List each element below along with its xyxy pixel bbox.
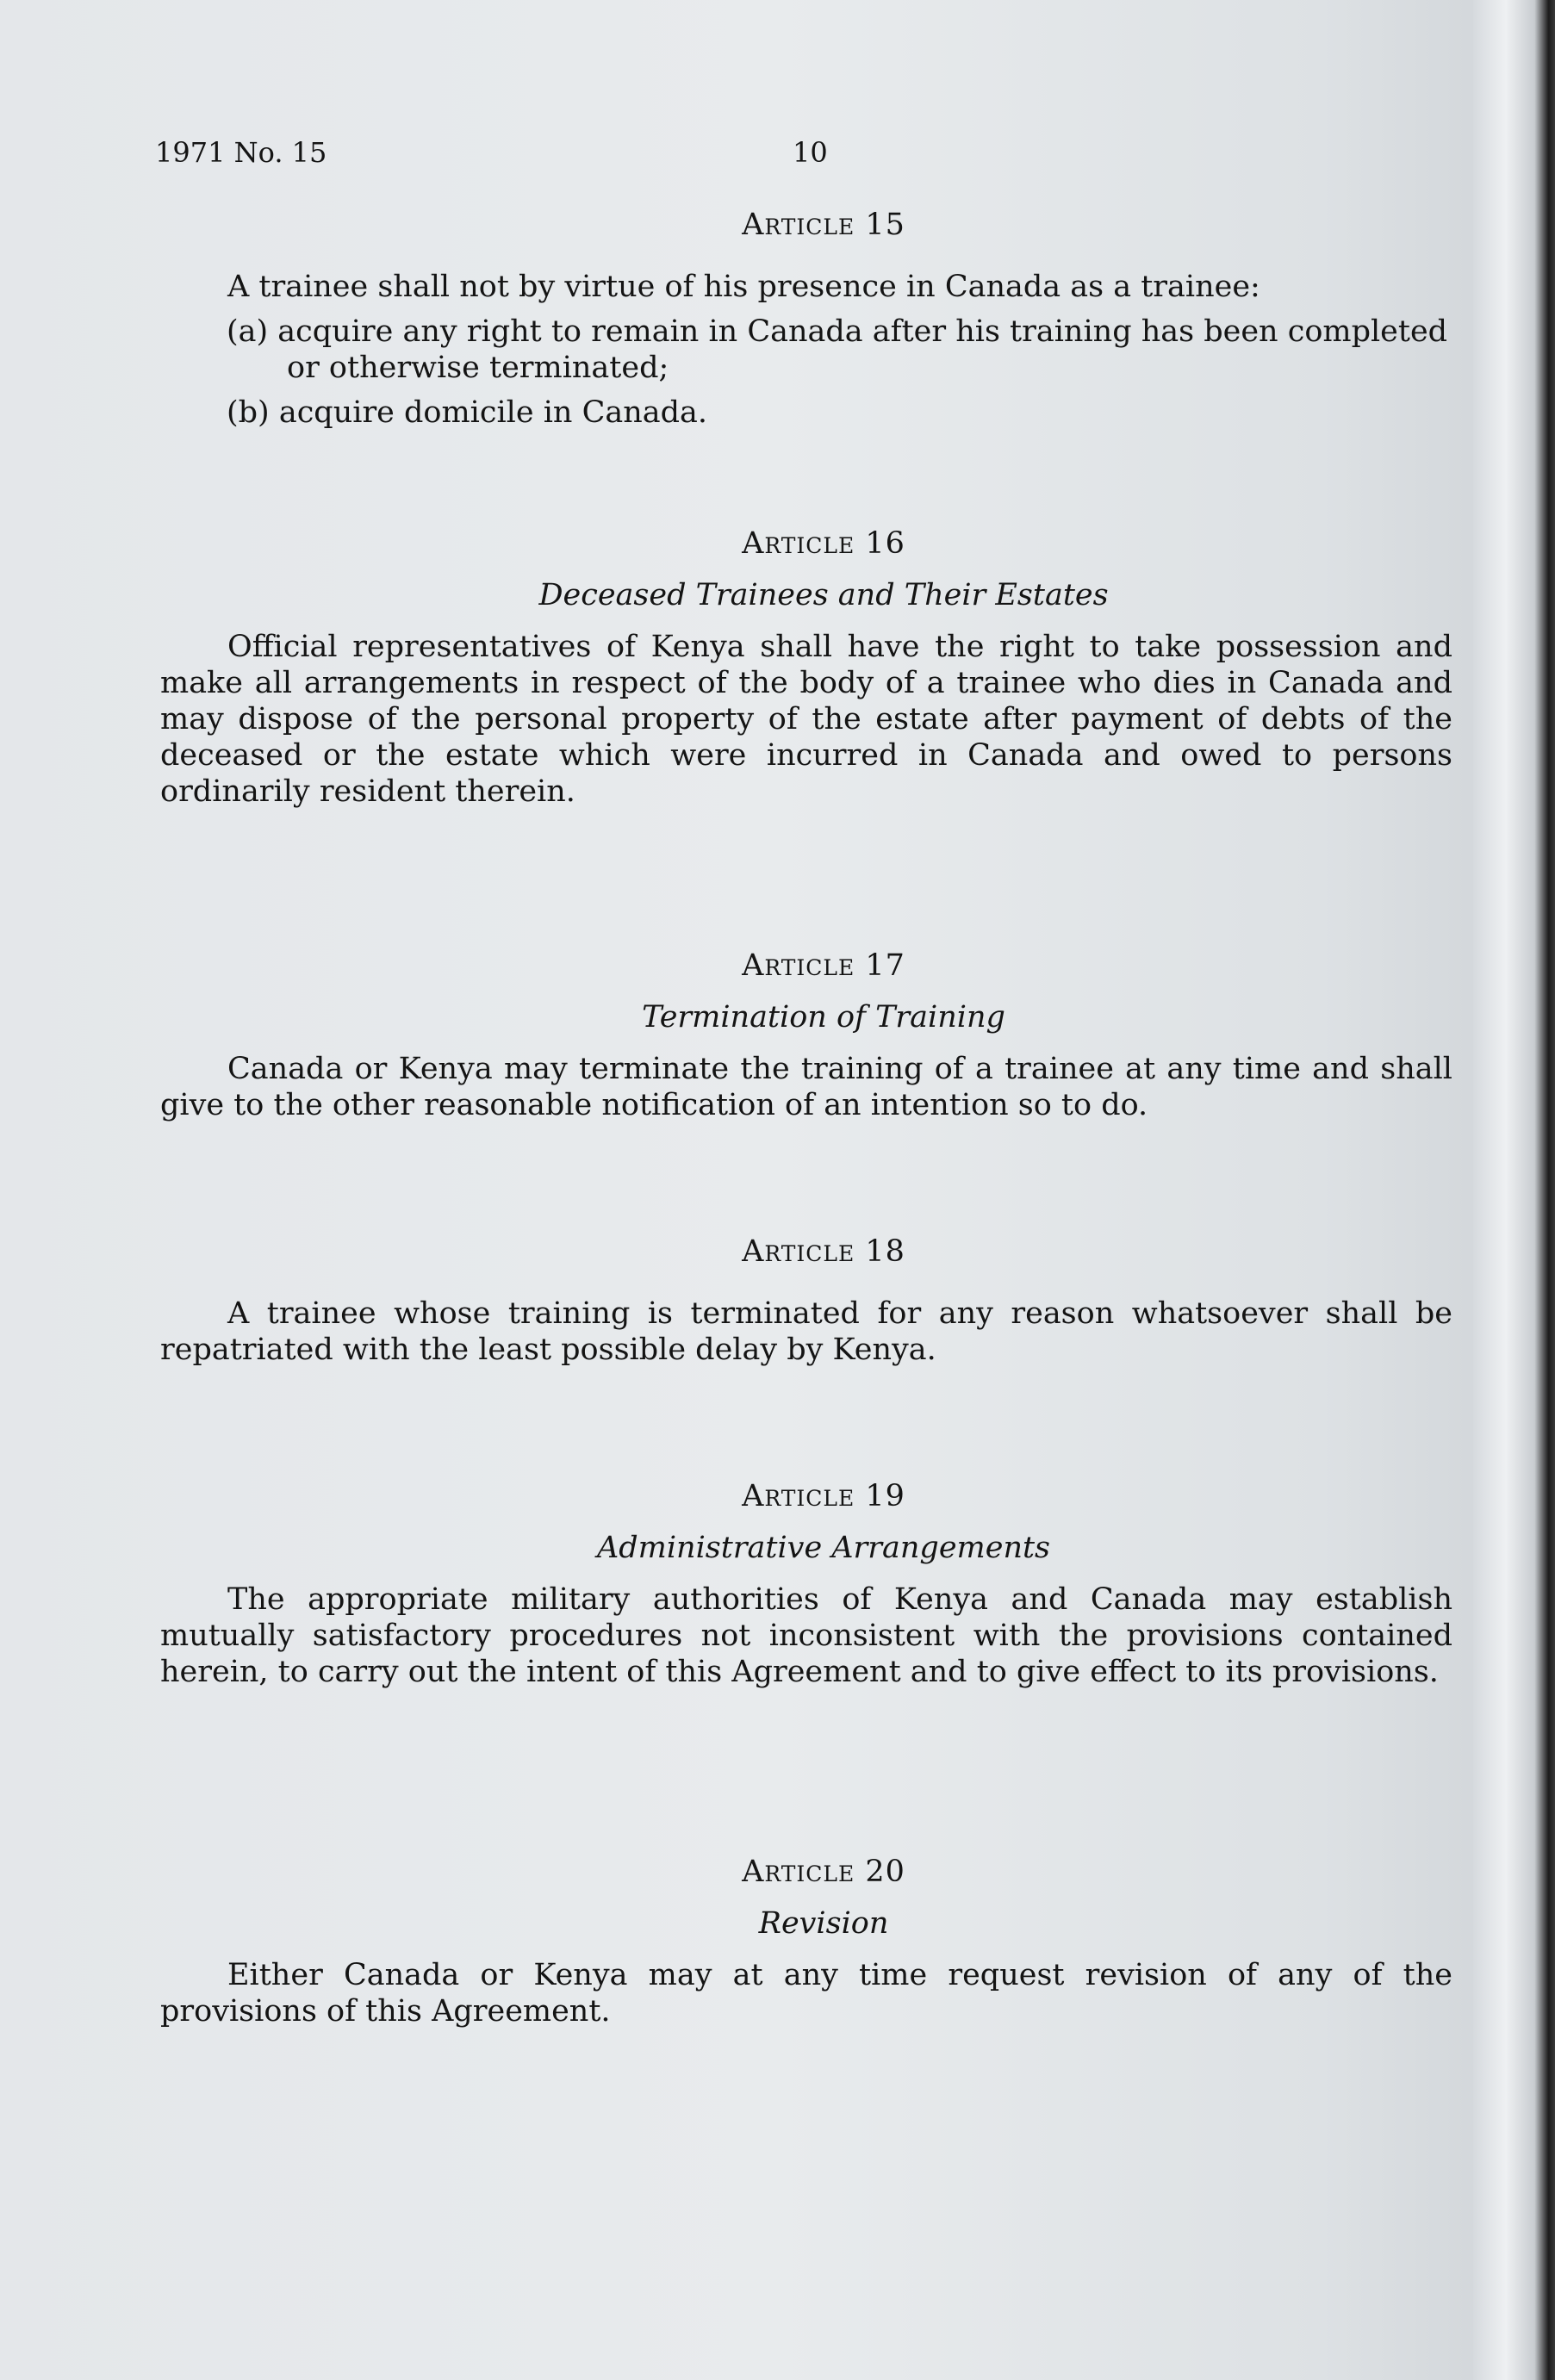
article-text: A trainee whose training is terminated for any reason whatsoever shall be repatriated with the least possible delay by Kenya. xyxy=(160,1296,1452,1367)
article-17 xyxy=(160,948,1452,1123)
article-title: Deceased Trainees and Their Estates xyxy=(538,578,1109,612)
article-text: The appropriate military authorities of Kenya and Canada may establish mutually satisfactory procedures not inconsistent with the provisions contained herein, to carry out the intent of this Agreement and to give effect to its provisions. xyxy=(160,1582,1452,1689)
article-heading: Article 16 xyxy=(742,526,905,561)
article-intro: A trainee shall not by virtue of his presence in Canada as a trainee: xyxy=(227,270,1260,304)
article-16 xyxy=(160,525,1452,810)
article-text: Either Canada or Kenya may at any time request revision of any of the provisions of this Agreement. xyxy=(160,1958,1452,2029)
article-text: Official representatives of Kenya shall have the right to take possession and make all arrangements in respect of the body of a trainee who dies in Canada and may dispose of the personal property of the estate after payment of debts of the deceased or the estate which were incurred in Canada and owed to persons ordinarily resident therein. xyxy=(160,630,1452,809)
list-item: (b) acquire domicile in Canada. xyxy=(227,395,708,430)
article-heading: Article 19 xyxy=(742,1479,905,1513)
article-19 xyxy=(160,1478,1452,1690)
article-heading: Article 20 xyxy=(742,1855,905,1889)
article-18 xyxy=(160,1233,1452,1368)
article-heading: Article 18 xyxy=(742,1234,905,1269)
article-15 xyxy=(160,207,1452,431)
book-spine-edge xyxy=(1473,0,1555,2380)
article-title: Revision xyxy=(758,1906,889,1941)
page-number: 10 xyxy=(793,136,828,169)
page-header xyxy=(155,136,1447,177)
article-text: Canada or Kenya may terminate the training of a trainee at any time and shall give to the other reasonable notification of an intention so to do. xyxy=(160,1052,1452,1122)
article-heading: Article 15 xyxy=(742,208,905,242)
article-title: Termination of Training xyxy=(642,1000,1005,1035)
article-heading: Article 17 xyxy=(742,948,905,983)
article-20 xyxy=(160,1854,1452,2029)
list-item: (a) acquire any right to remain in Canada after his training has been completed or otherwise terminated; xyxy=(227,314,1448,385)
document-body xyxy=(160,207,1452,2029)
statute-reference: 1971 No. 15 xyxy=(155,136,327,169)
article-title: Administrative Arrangements xyxy=(596,1531,1051,1565)
